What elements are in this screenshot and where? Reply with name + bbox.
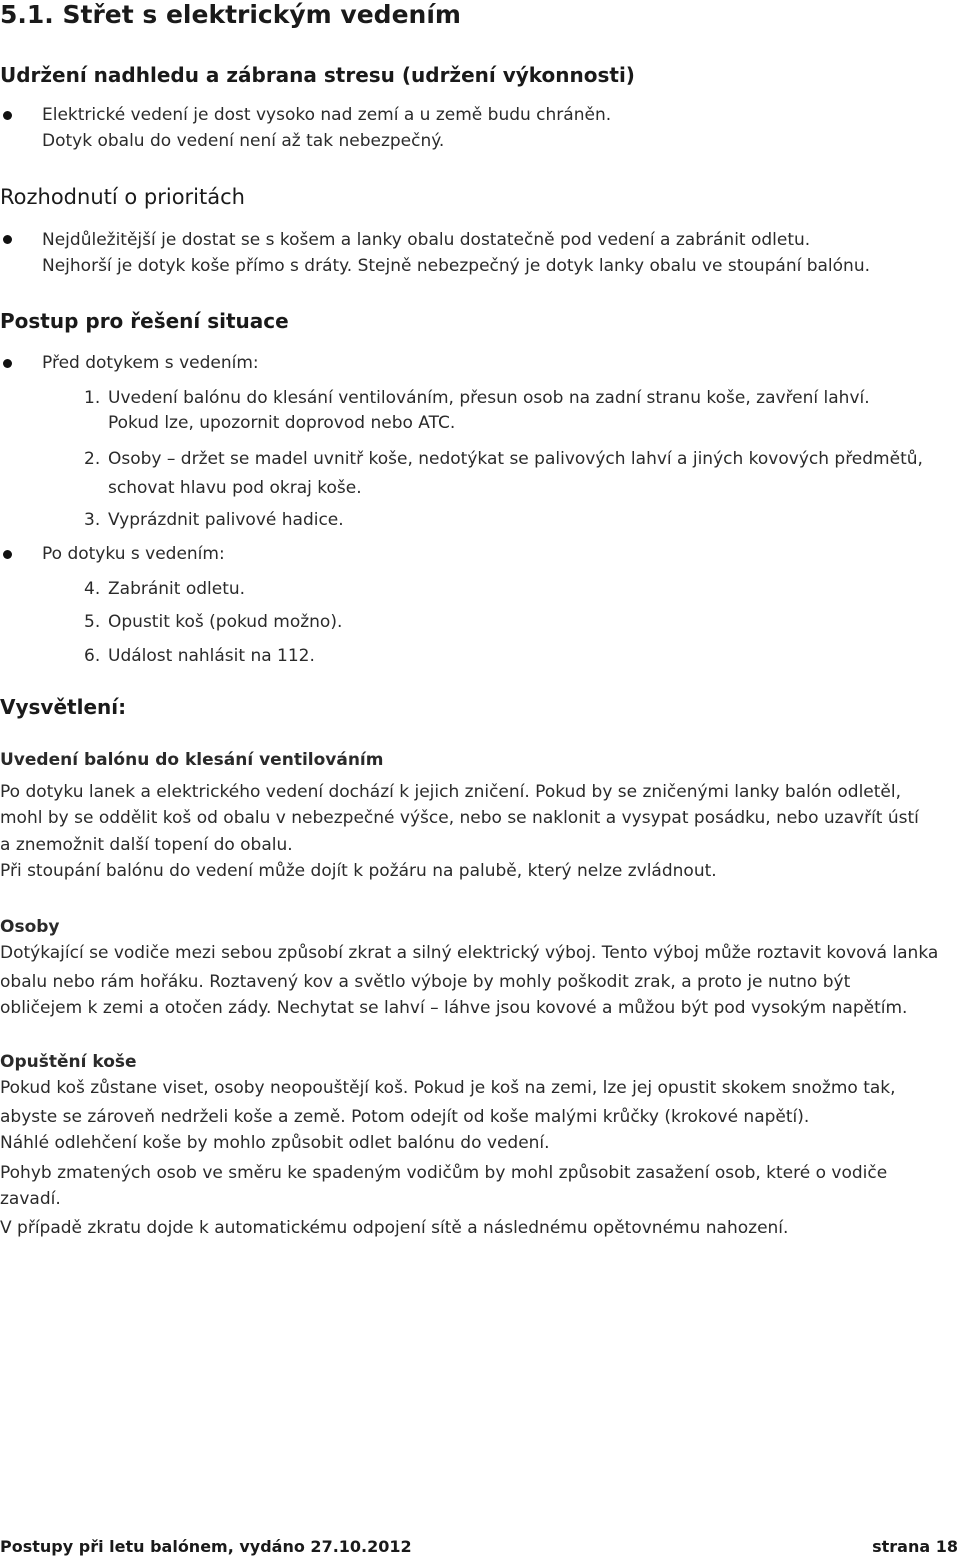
footer-page-number: strana 18 bbox=[872, 1537, 958, 1556]
explanation-heading: Vysvětlení: bbox=[0, 695, 127, 719]
step-text: Uvedení balónu do klesání ventilováním, přesun osob na zadní stranu koše, zavření lahví. bbox=[108, 388, 870, 408]
explanation-subheading: Opuštění koše bbox=[0, 1052, 137, 1072]
before-contact-label: Před dotykem s vedením: bbox=[42, 353, 259, 373]
after-contact-label: Po dotyku s vedením: bbox=[42, 544, 225, 564]
bullet-icon bbox=[3, 111, 12, 120]
section-heading-procedure: Postup pro řešení situace bbox=[0, 309, 289, 333]
paragraph-line: Pokud koš zůstane viset, osoby neopouštějí koš. Pokud je koš na zemi, lze jej opustit skokem snožmo tak, bbox=[0, 1078, 896, 1098]
explanation-subheading: Osoby bbox=[0, 917, 60, 937]
bullet-text: Nejhorší je dotyk koše přímo s dráty. Stejně nebezpečný je dotyk lanky obalu ve stoupání balónu. bbox=[42, 256, 871, 276]
step-text: Opustit koš (pokud možno). bbox=[108, 612, 343, 632]
step-text: Vyprázdnit palivové hadice. bbox=[108, 510, 344, 530]
paragraph-line: Po dotyku lanek a elektrického vedení dochází k jejich zničení. Pokud by se zničenými lanky balón odletěl, bbox=[0, 782, 901, 802]
paragraph-line: Při stoupání balónu do vedení může dojít k požáru na palubě, který nelze zvládnout. bbox=[0, 861, 717, 881]
paragraph-line: obličejem k zemi a otočen zády. Nechytat se lahví – láhve jsou kovové a můžou být pod vysokým napětím. bbox=[0, 998, 908, 1018]
step-number: 2. bbox=[84, 449, 101, 469]
step-text: schovat hlavu pod okraj koše. bbox=[108, 478, 362, 498]
paragraph-line: Náhlé odlehčení koše by mohlo způsobit odlet balónu do vedení. bbox=[0, 1133, 550, 1153]
step-text: Událost nahlásit na 112. bbox=[108, 646, 315, 666]
step-number: 4. bbox=[84, 579, 101, 599]
bullet-text: Elektrické vedení je dost vysoko nad zemí a u země budu chráněn. bbox=[42, 105, 612, 125]
bullet-text: Dotyk obalu do vedení není až tak nebezpečný. bbox=[42, 131, 445, 151]
footer-document-info: Postupy při letu balónem, vydáno 27.10.2012 bbox=[0, 1537, 412, 1556]
paragraph-line: obalu nebo rám hořáku. Roztavený kov a světlo výboje by mohly poškodit zrak, a proto je nutno být bbox=[0, 972, 851, 992]
paragraph-line: Dotýkající se vodiče mezi sebou způsobí zkrat a silný elektrický výboj. Tento výboj může roztavit kovová lanka bbox=[0, 943, 939, 963]
bullet-icon bbox=[3, 550, 12, 559]
explanation-subheading: Uvedení balónu do klesání ventilováním bbox=[0, 750, 384, 770]
paragraph-line: mohl by se oddělit koš od obalu v nebezpečné výšce, nebo se naklonit a vysypat posádku, nebo uzavřít ústí bbox=[0, 808, 919, 828]
page-title: 5.1. Střet s elektrickým vedením bbox=[0, 0, 461, 29]
paragraph-line: Pohyb zmatených osob ve směru ke spadeným vodičům by mohl způsobit zasažení osob, které o vodiče bbox=[0, 1163, 888, 1183]
paragraph-line: abyste se zároveň nedrželi koše a země. Potom odejít od koše malými krůčky (krokové napětí). bbox=[0, 1107, 810, 1127]
section-heading-priorities: Rozhodnutí o prioritách bbox=[0, 185, 245, 209]
step-number: 3. bbox=[84, 510, 101, 530]
paragraph-line: V případě zkratu dojde k automatickému odpojení sítě a následnému opětovnému nahození. bbox=[0, 1218, 789, 1238]
bullet-text: Nejdůležitější je dostat se s košem a lanky obalu dostatečně pod vedení a zabránit odletu. bbox=[42, 230, 811, 250]
step-text: Osoby – držet se madel uvnitř koše, nedotýkat se palivových lahví a jiných kovových předmětů, bbox=[108, 449, 923, 469]
step-number: 6. bbox=[84, 646, 101, 666]
bullet-icon bbox=[3, 235, 12, 244]
paragraph-line: zavadí. bbox=[0, 1189, 61, 1209]
paragraph-line: a znemožnit další topení do obalu. bbox=[0, 835, 293, 855]
bullet-icon bbox=[3, 359, 12, 368]
step-number: 5. bbox=[84, 612, 101, 632]
step-number: 1. bbox=[84, 388, 101, 408]
step-text: Pokud lze, upozornit doprovod nebo ATC. bbox=[108, 413, 456, 433]
section-heading-stress: Udržení nadhledu a zábrana stresu (udržení výkonnosti) bbox=[0, 63, 635, 87]
step-text: Zabránit odletu. bbox=[108, 579, 246, 599]
